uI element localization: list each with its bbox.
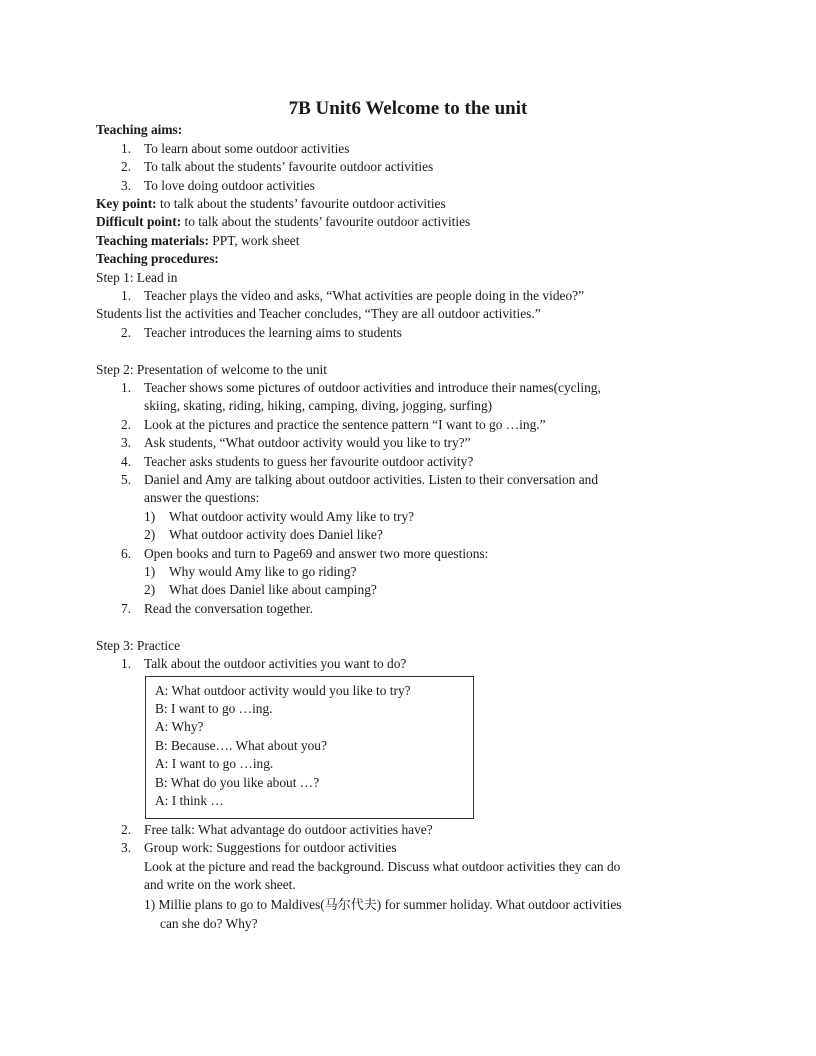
step3-number: 3.: [121, 840, 132, 855]
teaching-materials-label: Teaching materials:: [96, 233, 209, 248]
dialog-line: B: What do you like about …?: [155, 775, 320, 790]
teaching-aims-heading: Teaching aims:: [96, 122, 183, 137]
aim-item: To love doing outdoor activities: [144, 178, 315, 193]
dialog-line: B: Because…. What about you?: [155, 738, 327, 753]
step2-item-continuation: answer the questions:: [144, 490, 260, 505]
key-point-text: to talk about the students’ favourite outdoor activities: [156, 196, 446, 211]
step2-number: 3.: [121, 435, 132, 450]
teaching-materials-text: PPT, work sheet: [208, 233, 300, 248]
step3-item: Free talk: What advantage do outdoor activities have?: [144, 822, 433, 837]
aim-number: 3.: [121, 178, 132, 193]
page-title: 7B Unit6 Welcome to the unit: [288, 98, 528, 119]
question-number: 1): [144, 509, 156, 524]
step2-item-continuation: skiing, skating, riding, hiking, camping, diving, jogging, surfing): [144, 398, 493, 413]
step2-item: Read the conversation together.: [144, 601, 313, 616]
aim-number: 2.: [121, 159, 132, 174]
subitem-text: ) for summer holiday. What outdoor activities: [376, 897, 622, 912]
dialog-line: A: What outdoor activity would you like to try?: [155, 683, 411, 698]
step2-item: Open books and turn to Page69 and answer two more questions:: [144, 546, 489, 561]
step3-subitem-continuation: can she do? Why?: [160, 916, 258, 931]
teaching-materials: [96, 232, 299, 250]
question-item: What outdoor activity does Daniel like?: [169, 527, 383, 542]
step1-item: Teacher introduces the learning aims to students: [144, 325, 402, 340]
step2-number: 4.: [121, 454, 132, 469]
difficult-point-text: to talk about the students’ favourite outdoor activities: [181, 214, 471, 229]
aim-item: To learn about some outdoor activities: [144, 141, 350, 156]
subitem-cjk-text: 马尔代夫: [324, 898, 377, 913]
dialog-line: A: I think …: [155, 793, 224, 808]
step1-continuation: Students list the activities and Teacher concludes, “They are all outdoor activities.”: [96, 306, 541, 321]
aim-item: To talk about the students’ favourite outdoor activities: [144, 159, 434, 174]
step3-subitem: [144, 896, 621, 914]
step2-item: Teacher asks students to guess her favourite outdoor activity?: [144, 454, 474, 469]
step1-heading: Step 1: Lead in: [96, 270, 178, 285]
step2-number: 1.: [121, 380, 132, 395]
difficult-point-label: Difficult point:: [96, 214, 182, 229]
step2-item: Look at the pictures and practice the sentence pattern “I want to go …ing.”: [144, 417, 546, 432]
question-number: 2): [144, 582, 156, 597]
question-number: 2): [144, 527, 156, 542]
step3-description: and write on the work sheet.: [144, 877, 296, 892]
step2-item: Ask students, “What outdoor activity would you like to try?”: [144, 435, 471, 450]
step2-item: Daniel and Amy are talking about outdoor activities. Listen to their conversation and: [144, 472, 599, 487]
difficult-point: [96, 213, 470, 231]
question-item: What does Daniel like about camping?: [169, 582, 377, 597]
step3-description: Look at the picture and read the background. Discuss what outdoor activities they can do: [144, 859, 621, 874]
teaching-procedures-heading: Teaching procedures:: [96, 251, 219, 266]
key-point: [96, 195, 446, 213]
step2-number: 2.: [121, 417, 132, 432]
step3-number: 2.: [121, 822, 132, 837]
step1-item: Teacher plays the video and asks, “What activities are people doing in the video?”: [144, 288, 585, 303]
key-point-label: Key point:: [96, 196, 157, 211]
dialog-line: A: I want to go …ing.: [155, 756, 274, 771]
step3-number: 1.: [121, 656, 132, 671]
question-item: What outdoor activity would Amy like to try?: [169, 509, 415, 524]
dialog-line: A: Why?: [155, 719, 204, 734]
aim-number: 1.: [121, 141, 132, 156]
step2-item: Teacher shows some pictures of outdoor activities and introduce their names(cycling,: [144, 380, 601, 395]
question-number: 1): [144, 564, 156, 579]
step3-heading: Step 3: Practice: [96, 638, 181, 653]
step3-item: Talk about the outdoor activities you want to do?: [144, 656, 407, 671]
step2-heading: Step 2: Presentation of welcome to the unit: [96, 362, 327, 377]
dialog-line: B: I want to go …ing.: [155, 701, 273, 716]
step2-number: 6.: [121, 546, 132, 561]
subitem-text: 1) Millie plans to go to Maldives(: [144, 897, 325, 912]
question-item: Why would Amy like to go riding?: [169, 564, 357, 579]
step3-item: Group work: Suggestions for outdoor activities: [144, 840, 397, 855]
step1-number: 1.: [121, 288, 132, 303]
step2-number: 7.: [121, 601, 132, 616]
step1-number: 2.: [121, 325, 132, 340]
step2-number: 5.: [121, 472, 132, 487]
